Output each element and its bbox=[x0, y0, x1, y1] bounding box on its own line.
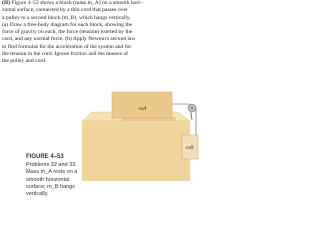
block-b-label: mB bbox=[186, 145, 194, 151]
caption-line-2: Mass m_A rests on a bbox=[26, 169, 78, 176]
caption-line-4: surface; m_B hangs bbox=[26, 183, 75, 190]
block-a-label: mA bbox=[139, 106, 147, 112]
problem-line-8: the tension in the cord. Ignore friction and the masses of bbox=[2, 51, 128, 58]
caption-title: FIGURE 4–53 bbox=[26, 154, 64, 160]
problem-line-5: force of gravity on each, the force (tension) exerted by the bbox=[2, 29, 133, 36]
caption-line-5: vertically. bbox=[26, 191, 49, 198]
problem-line-6: cord, and any normal force. (b) Apply Newton's second law bbox=[2, 36, 136, 43]
problem-line-2: zontal surface, connected by a thin cord that passes over bbox=[2, 7, 128, 14]
caption-line-3: smooth horizontal bbox=[26, 176, 70, 183]
problem-line-9: the pulley and cord. bbox=[2, 58, 47, 65]
pulley-axle bbox=[191, 107, 193, 109]
problem-line-7: to find formulas for the acceleration of the system and for bbox=[2, 43, 132, 50]
block-a bbox=[112, 92, 172, 118]
problem-number: (II) bbox=[2, 0, 11, 6]
problem-text bbox=[2, 0, 198, 66]
problem-line-4: (a) Draw a free-body diagram for each block, showing the bbox=[2, 21, 133, 28]
problem-line-1: Figure 4–53 shows a block (mass m_A) on a smooth hori- bbox=[11, 0, 142, 6]
problem-line-3: a pulley to a second block (m_B), which hangs vertically. bbox=[2, 14, 131, 21]
figure-caption bbox=[26, 154, 114, 198]
caption-line-1: Problems 32 and 33. bbox=[26, 162, 77, 169]
